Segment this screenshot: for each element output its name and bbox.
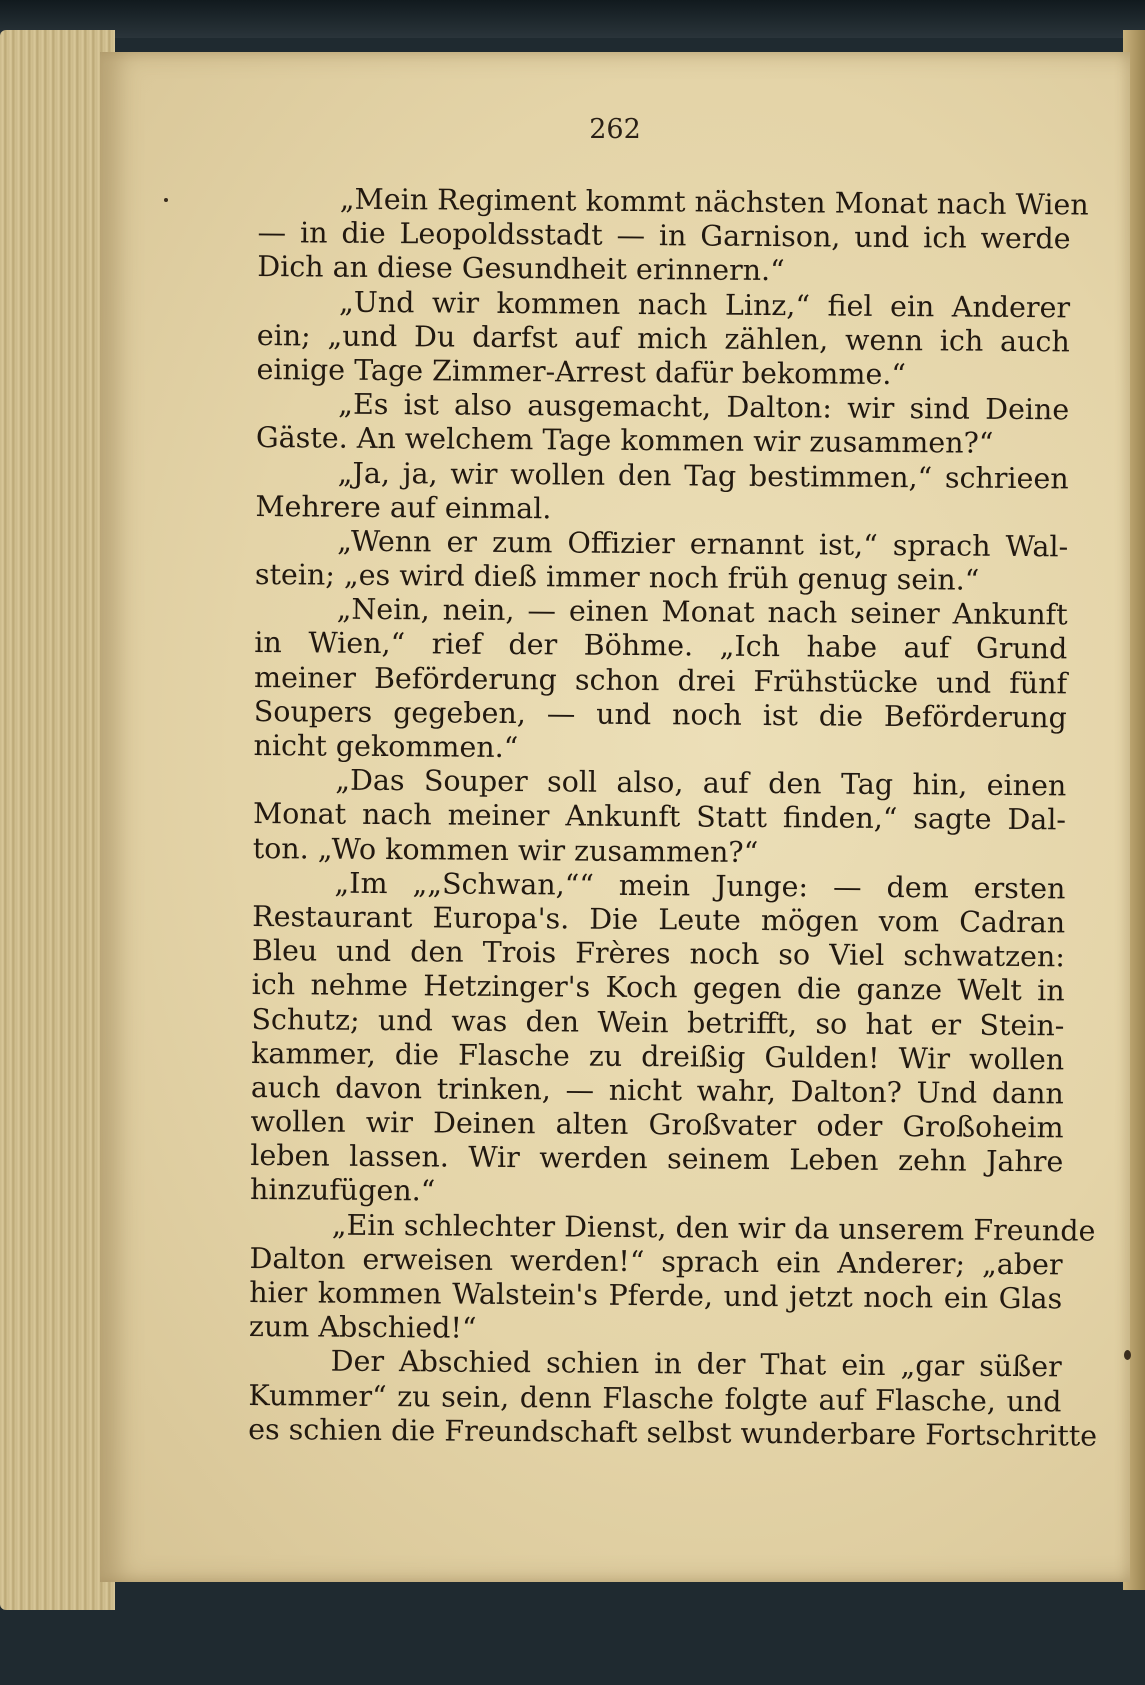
- text-line: Dalton erweisen werden!“ sprach ein Anderer; „aber: [249, 1241, 1063, 1282]
- text-line: ton. „Wo kommen wir zusammen?“: [252, 831, 759, 869]
- text-line: Restaurant Europa's. Die Leute mögen vom Cadran: [252, 899, 1066, 940]
- text-line: „Und wir kommen nach Linz,“ fiel ein Anderer: [338, 285, 1071, 324]
- text-line: Mehrere auf einmal.: [255, 489, 552, 526]
- ink-speck: [164, 198, 168, 202]
- book-cover-top: [0, 0, 1145, 38]
- text-line: wollen wir Deinen alten Großvater oder Großoheim: [250, 1105, 1064, 1145]
- text-line: „Ein schlechter Dienst, den wir da unserem Freunde: [331, 1208, 1096, 1248]
- text-line: Kummer“ zu sein, denn Flasche folgte auf Flasche, und: [248, 1378, 1062, 1418]
- text-line: „Wenn er zum Offizier ernannt ist,“ sprach Wal-: [337, 524, 1069, 564]
- text-line: — in die Leopoldsstadt — in Garnison, und ich werde: [257, 216, 1071, 256]
- ink-speck: [1124, 1350, 1131, 1360]
- text-line: stein; „es wird dieß immer noch früh genug sein.“: [254, 558, 980, 597]
- page-body-text: [248, 182, 1098, 1453]
- text-line: zum Abschied!“: [248, 1310, 477, 1345]
- text-line: „Nein, nein, — einen Monat nach seiner Ankunft: [336, 592, 1068, 632]
- text-line: ein; „und Du darfst auf mich zählen, wenn ich auch: [256, 318, 1070, 359]
- text-line: nicht gekommen.“: [253, 728, 519, 765]
- text-line: hier kommen Walstein's Pferde, und jetzt noch ein Glas: [249, 1275, 1063, 1316]
- text-line: es schien die Freundschaft selbst wunderbare Fortschritte: [248, 1412, 1098, 1453]
- text-line: Soupers gegeben, — und noch ist die Beförderung: [253, 694, 1067, 735]
- text-line: einige Tage Zimmer-Arrest dafür bekomme.“: [256, 352, 907, 392]
- text-line: ich nehme Hetzinger's Koch gegen die ganze Welt in: [251, 968, 1065, 1008]
- text-line: hinzufügen.“: [249, 1173, 436, 1208]
- page-stack-edge: [0, 30, 115, 1610]
- page-number: 262: [589, 114, 641, 145]
- text-line: Schutz; und was den Wein betrifft, so hat er Stein-: [251, 1002, 1065, 1042]
- text-line: Bleu und den Trois Frères noch so Viel schwatzen:: [251, 934, 1066, 974]
- text-line: „Im „„Schwan,““ mein Junge: — dem ersten: [334, 866, 1066, 906]
- text-line: „Das Souper soll also, auf den Tag hin, einen: [335, 763, 1067, 803]
- text-line: meiner Beförderung schon drei Frühstücke und fünf: [253, 660, 1068, 700]
- text-line: Der Abschied schien in der That ein „gar süßer: [330, 1344, 1062, 1384]
- text-line: in Wien,“ rief der Böhme. „Ich habe auf Grund: [254, 626, 1068, 666]
- text-line: Monat nach meiner Ankunft Statt finden,“ sagte Dal-: [252, 797, 1067, 837]
- text-line: „Mein Regiment kommt nächsten Monat nach Wien: [339, 182, 1089, 222]
- text-line: „Es ist also ausgemacht, Dalton: wir sind Deine: [338, 387, 1070, 427]
- text-line: kammer, die Flasche zu dreißig Gulden! Wir wollen: [251, 1036, 1065, 1077]
- text-line: leben lassen. Wir werden seinem Leben zehn Jahre: [250, 1139, 1064, 1179]
- text-line: Dich an diese Gesundheit erinnern.“: [257, 250, 785, 288]
- text-line: „Ja, ja, wir wollen den Tag bestimmen,“ schrieen: [337, 456, 1069, 495]
- text-line: auch davon trinken, — nicht wahr, Dalton? Und dann: [250, 1070, 1064, 1111]
- text-line: Gäste. An welchem Tage kommen wir zusammen?“: [255, 421, 994, 461]
